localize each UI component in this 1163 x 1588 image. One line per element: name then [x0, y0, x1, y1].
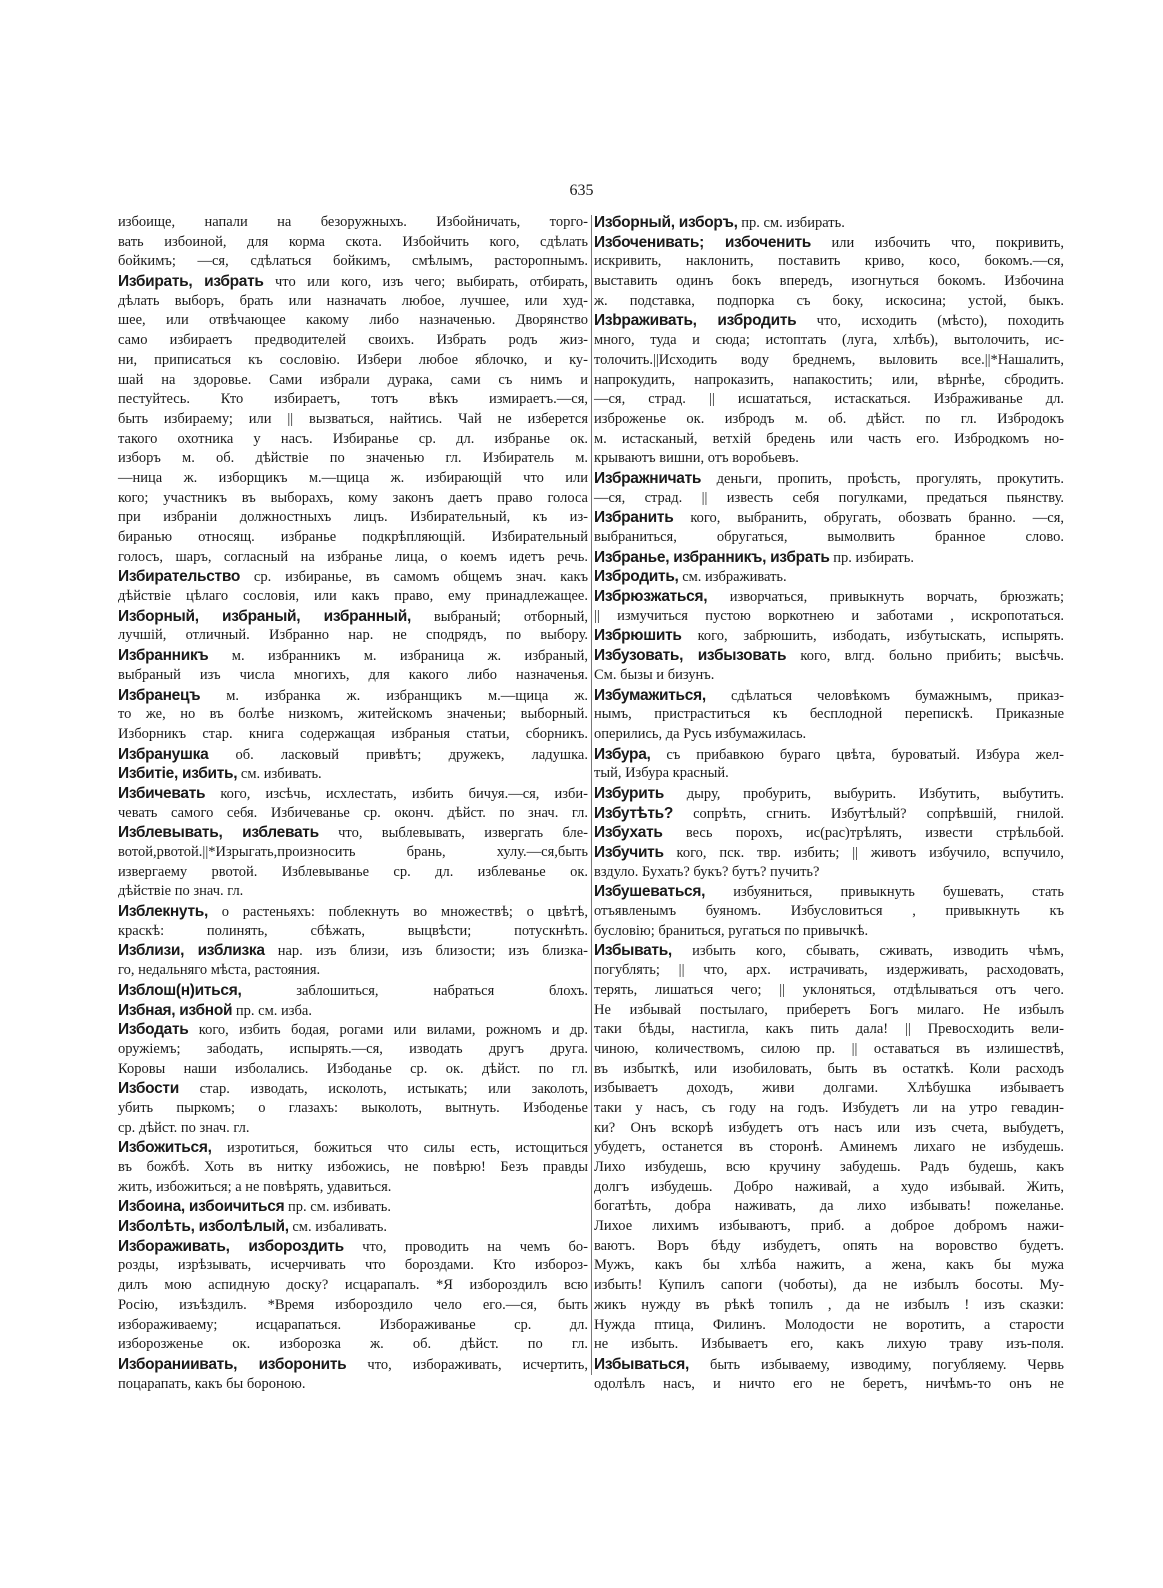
- text-line: [594, 804, 1064, 824]
- text-line: [118, 1355, 588, 1375]
- text-line: [594, 1079, 1064, 1099]
- definition-text: см. избраживать.: [678, 569, 787, 586]
- definition-text: го, недальняго мѣста, растояния.: [118, 962, 321, 979]
- text-line: [594, 607, 1064, 627]
- definition-text: изборозженье ок. изборозка ж. об. дѣйст. по гл.: [118, 1336, 588, 1353]
- definition-text: кого, избить бодая, рогами или вилами, рожномъ и др.: [188, 1022, 588, 1039]
- text-line: [594, 430, 1064, 450]
- definition-text: быть избываему, изводиму, погубляему. Червь: [689, 1356, 1064, 1373]
- definition-text: таки бѣды, настигла, какъ пить дала! || Превосходить вели-: [594, 1021, 1064, 1038]
- definition-text: Росію, изъѣздилъ. *Время избороздило чело его.—ся, быть: [118, 1296, 588, 1313]
- definition-text: пестуйтесь. Кто избираетъ, тотъ вѣкъ измираетъ.—ся,: [118, 391, 588, 408]
- definition-text: заблошиться, набраться блохъ.: [241, 982, 588, 999]
- definition-text: чевать самого себя. Избичеванье ср. оконч. дѣйст. по знач. гл.: [118, 804, 588, 821]
- column-divider: [591, 215, 592, 1375]
- text-line: [594, 390, 1064, 410]
- definition-text: краскѣ: полинять, сбѣжать, выцвѣсти; потускнѣть.: [118, 922, 588, 939]
- left-column: [118, 213, 588, 1394]
- headword: Избичевать: [118, 784, 206, 802]
- text-line: [118, 1335, 588, 1355]
- headword: Избрюзжаться,: [594, 588, 708, 606]
- text-line: [594, 1375, 1064, 1395]
- definition-text: само избираетъ предводителей своихъ. Избрать родъ жиз-: [118, 332, 588, 349]
- definition-text: выбраниться, обругаться, вымолвить бранное слово.: [594, 529, 1064, 545]
- definition-text: избыть кого, сбывать, сживать, изводить чѣмъ,: [671, 943, 1064, 960]
- text-line: [118, 390, 588, 410]
- text-line: [594, 410, 1064, 430]
- definition-text: —ся, страд. || известь себя погулками, предаться пьянству.: [594, 489, 1064, 506]
- text-line: [594, 371, 1064, 391]
- text-line: [118, 1256, 588, 1276]
- text-line: [118, 784, 588, 804]
- text-line: [118, 1099, 588, 1119]
- text-line: [118, 528, 588, 548]
- definition-text: Лихое лихимъ избываютъ, приб. а доброе добромъ нажи-: [594, 1218, 1064, 1235]
- definition-text: терять, лишаться чего; || уклоняться, отдѣлываться отъ чего.: [594, 981, 1064, 998]
- text-line: [594, 1001, 1064, 1021]
- definition-text: выбраный изъ числа многихъ, для какого либо назначенья.: [118, 666, 588, 683]
- text-line: [594, 1138, 1064, 1158]
- text-line: [594, 1256, 1064, 1276]
- text-line: [594, 331, 1064, 351]
- definition-text: избыть! Купилъ сапоги (чоботы), да не избылъ босоты. Му-: [594, 1277, 1064, 1294]
- text-line: [118, 843, 588, 863]
- definition-text: дѣйствіе цѣлаго сословія, или какъ право, ему принадлежащее.: [118, 588, 588, 605]
- definition-text: не избыть. Избываетъ его, какъ лихую траву изъ-поля.: [594, 1336, 1064, 1353]
- definition-text: богатѣть, добра наживать, да лихо избывать! пожеланье.: [594, 1198, 1064, 1215]
- definition-text: искривить, наклонить, поставить криво, косо, бокомъ.—ся,: [594, 253, 1064, 270]
- text-line: [594, 449, 1064, 469]
- text-line: [594, 646, 1064, 666]
- text-line: [594, 902, 1064, 922]
- definition-text: изротиться, божиться что силы есть, истощиться: [211, 1140, 588, 1157]
- definition-text: весь порохъ, ис(рас)трѣлять, извести стрѣльбой.: [662, 825, 1064, 842]
- headword: Изболѣть, изболѣлый,: [118, 1218, 289, 1236]
- headword: Избранецъ: [118, 686, 201, 704]
- definition-text: нымъ, пристраститься къ бесплодной перепискѣ. Приказные: [594, 706, 1064, 723]
- definition-text: жить, избожиться; а не повѣрять, удавиться.: [118, 1178, 392, 1195]
- text-line: [594, 1316, 1064, 1336]
- text-line: [118, 351, 588, 371]
- definition-text: дѣлать выборъ, брать или назначать любое, лучшее, или худ-: [118, 292, 588, 309]
- definition-text: —ся, страд. || исшататься, истаскаться. Избраживанье дл.: [594, 391, 1064, 408]
- definition-text: быть избираему; или || вызваться, найтись. Чай не изберется: [118, 410, 588, 427]
- text-line: [594, 252, 1064, 272]
- text-line: [594, 823, 1064, 843]
- headword: Изблизи, изблизка: [118, 942, 265, 960]
- definition-text: что, выблевывать, извергать бле-: [318, 825, 588, 842]
- text-line: [118, 371, 588, 391]
- text-line: [118, 981, 588, 1001]
- definition-text: бусловію; браниться, ругаться по привычкѣ.: [594, 922, 869, 939]
- text-line: [594, 469, 1064, 489]
- definition-text: Не избывай постылаго, приберетъ Богъ милаго. Не избылъ: [594, 1001, 1064, 1018]
- definition-text: м. избранникъ м. избраница ж. избраный,: [208, 648, 588, 665]
- text-line: [594, 1276, 1064, 1296]
- text-line: [118, 1079, 588, 1099]
- definition-text: толочить.||Исходить воду бреднемъ, выловить все.||*Нашалить,: [594, 351, 1064, 368]
- headword: Избная, избной: [118, 1001, 233, 1019]
- definition-text: что, избораживать, исчертить,: [346, 1356, 589, 1373]
- definition-text: избуяниться, привыкнуть бушевать, стать: [705, 884, 1064, 901]
- text-line: [594, 1355, 1064, 1375]
- definition-text: розды, изрѣзывать, исчерчивать что бороздами. Кто избороз-: [118, 1257, 588, 1274]
- definition-text: см. избаливать.: [288, 1219, 387, 1236]
- definition-text: избываетъ доходъ, живи долгами. Хлѣбушка избываетъ: [594, 1080, 1064, 1097]
- text-line: [594, 725, 1064, 745]
- text-line: [118, 1237, 588, 1257]
- definition-text: пр. избирать.: [829, 549, 915, 566]
- definition-text: ваютъ. Воръ бѣду избудетъ, опять на воровство будетъ.: [594, 1237, 1064, 1254]
- headword: Избораниивать, изборонить: [118, 1355, 347, 1373]
- text-line: [594, 272, 1064, 292]
- text-line: [118, 587, 588, 607]
- headword: Избранникъ: [118, 647, 209, 665]
- definition-text: изборъ м. об. дѣйствіе по значенью гл. Избиратель м.: [118, 450, 588, 467]
- headword: Избранить: [594, 509, 674, 527]
- text-line: [118, 725, 588, 745]
- headword: Изблевывать, изблевать: [118, 824, 319, 842]
- text-line: [594, 745, 1064, 765]
- text-line: [118, 489, 588, 509]
- text-line: [118, 1040, 588, 1060]
- text-line: [118, 272, 588, 292]
- text-line: [118, 1001, 588, 1021]
- text-line: [118, 508, 588, 528]
- definition-text: шай на здоровье. Сами избрали дурака, сами съ нимъ и: [118, 371, 588, 388]
- headword: Избродить,: [594, 568, 679, 586]
- text-line: [594, 233, 1064, 253]
- text-line: [118, 646, 588, 666]
- definition-text: отъявленымъ буяномъ. Избусловиться , привыкнуть къ: [594, 903, 1064, 920]
- text-line: [594, 548, 1064, 568]
- definition-text: что, исходить (мѣсто), походить: [796, 313, 1064, 330]
- text-line: [594, 1178, 1064, 1198]
- text-line: [594, 1119, 1064, 1139]
- definition-text: долгъ избудешь. Добро наживай, а худо избывай. Жить,: [594, 1178, 1064, 1195]
- headword: Избодать: [118, 1021, 189, 1039]
- definition-text: шее, или отвѣчающее какому либо назначенью. Дворянство: [118, 312, 588, 329]
- text-line: [118, 1316, 588, 1336]
- text-line: [594, 1217, 1064, 1237]
- definition-text: см. избивать.: [237, 766, 322, 783]
- headword: Изборный, избраный, избранный,: [118, 607, 411, 625]
- text-line: [118, 1217, 588, 1237]
- headword: Избранье, избранникъ, избрать: [594, 548, 830, 566]
- text-line: [118, 922, 588, 942]
- definition-text: тый, Избура красный.: [594, 765, 729, 782]
- text-line: [118, 233, 588, 253]
- text-line: [118, 1375, 588, 1395]
- text-line: [118, 430, 588, 450]
- text-line: [594, 528, 1064, 548]
- definition-text: ж. подставка, подпорка съ боку, искосина; устой, быкъ.: [594, 292, 1064, 309]
- definition-text: или избочить что, покривить,: [810, 234, 1064, 251]
- definition-text: ки? Онъ вскорѣ избудетъ отъ насъ или изъ счета, выбудетъ,: [594, 1119, 1064, 1136]
- text-line: [594, 1020, 1064, 1040]
- text-line: [594, 686, 1064, 706]
- definition-text: дѣйствіе по знач. гл.: [118, 883, 244, 900]
- definition-text: въ божбѣ. Хоть въ нитку избожись, не повѣрю! Безъ правды: [118, 1159, 588, 1175]
- headword: Избываться,: [594, 1355, 690, 1373]
- definition-text: сопрѣть, сгнить. Избутѣлый? сопрѣвшій, гнилой.: [673, 805, 1064, 822]
- headword: Избоченивать; избоченить: [594, 233, 811, 251]
- definition-text: м. истасканый, ветхій бредень или часть его. Избродкомъ но-: [594, 430, 1064, 447]
- text-line: [118, 213, 588, 233]
- headword: Избоина, избоичиться: [118, 1198, 285, 1216]
- headword: Избура,: [594, 745, 651, 763]
- text-line: [594, 1197, 1064, 1217]
- text-line: [118, 705, 588, 725]
- definition-text: изворчаться, привыкнуть ворчать, брюзжать;: [707, 589, 1064, 606]
- definition-text: оружіемъ; забодать, испырять.—ся, изводать другъ друга.: [118, 1040, 588, 1057]
- right-column: [594, 213, 1064, 1394]
- text-line: [594, 508, 1064, 528]
- text-line: [594, 587, 1064, 607]
- definition-text: кого, забрюшить, избодать, избутыскать, испырять.: [681, 628, 1064, 645]
- headword: Избирать, избрать: [118, 273, 264, 291]
- text-line: [594, 666, 1064, 686]
- definition-text: убудетъ, останется въ сторонѣ. Аминемъ лихаго не избудешь.: [594, 1139, 1064, 1156]
- definition-text: убить пыркомъ; о глазахъ: выколоть, вытнуть. Избоденье: [118, 1099, 588, 1116]
- headword: Избитіе, избить,: [118, 765, 238, 783]
- definition-text: чиною, количествомъ, силою пр. || оставаться въ излишествѣ,: [594, 1040, 1064, 1057]
- definition-text: выставить одинъ бокъ впередъ, изогнуться бокомъ. Избочина: [594, 273, 1064, 290]
- definition-text: голосъ, шаръ, согласный на избранье лица, о коемъ идетъ речь.: [118, 548, 588, 565]
- headword: Избирательство: [118, 568, 241, 586]
- definition-text: вотой,рвотой.||*Изрыгать,произносить брань, хулу.—ся,быть: [118, 844, 588, 860]
- text-line: [118, 686, 588, 706]
- text-line: [118, 1020, 588, 1040]
- definition-text: кого, выбранить, обругать, обозвать бранно. —ся,: [673, 510, 1064, 527]
- text-line: [118, 331, 588, 351]
- definition-text: кого; участникъ въ выборахъ, кому законъ даетъ право голоса: [118, 489, 588, 506]
- headword: Избрюшить: [594, 627, 682, 645]
- text-line: [594, 764, 1064, 784]
- definition-text: крываютъ вишни, отъ воробьевъ.: [594, 450, 799, 467]
- definition-text: деньги, пропить, проѣсть, прогулять, прокутить.: [701, 470, 1064, 487]
- text-line: [594, 1335, 1064, 1355]
- text-line: [118, 469, 588, 489]
- definition-text: —ница ж. изборщикъ м.—щица ж. избирающій что или: [118, 469, 588, 486]
- definition-text: об. ласковый привѣтъ; дружекъ, ладушка.: [208, 746, 588, 763]
- definition-text: Мужъ, какъ бы хлѣба нажить, а жена, какъ бы мужа: [594, 1257, 1064, 1274]
- text-line: [118, 1119, 588, 1139]
- definition-text: ср. дѣйст. по знач. гл.: [118, 1119, 250, 1136]
- headword: Изблош(н)иться,: [118, 981, 242, 999]
- definition-text: ср. избиранье, въ самомъ общемъ знач. какъ: [240, 569, 588, 586]
- definition-text: что или кого, изъ чего; выбирать, отбирать,: [263, 274, 588, 291]
- text-line: [594, 843, 1064, 863]
- definition-text: погублять; || что, арх. истрачивать, издерживать, расходовать,: [594, 962, 1064, 979]
- text-line: [118, 626, 588, 646]
- definition-text: пр. см. избивать.: [284, 1199, 392, 1216]
- headword: Избутѣть?: [594, 804, 674, 822]
- text-line: [594, 1237, 1064, 1257]
- definition-text: пр. см. изба.: [232, 1002, 312, 1019]
- definition-text: кого, пск. твр. избить; || животъ избучило, вспучило,: [663, 845, 1064, 861]
- definition-text: изброженье ок. избродъ м. об. дѣйст. по гл. Избродокъ: [594, 410, 1064, 427]
- headword: Избости: [118, 1080, 179, 1098]
- definition-text: вать избоиной, для корма скота. Избойчить кого, сдѣлать: [118, 233, 588, 250]
- definition-text: таки у насъ, съ году на годъ. Избудетъ ли на утро гевадин-: [594, 1099, 1064, 1116]
- text-line: [594, 705, 1064, 725]
- definition-text: пр. см. избирать.: [737, 215, 845, 231]
- text-line: [594, 784, 1064, 804]
- definition-text: о растеньяхъ: поблекнуть во множествѣ; о цвѣтѣ,: [207, 904, 588, 921]
- definition-text: бойкимъ; —ся, сдѣлаться бойкимъ, смѣлымъ, расторопнымъ.: [118, 253, 588, 270]
- text-line: [118, 292, 588, 312]
- headword: Изборный, изборъ,: [594, 214, 738, 231]
- definition-text: оперились, да Русь избумажилась.: [594, 725, 807, 742]
- headword: Избожиться,: [118, 1139, 212, 1157]
- definition-text: избоище, напали на безоружныхъ. Избойничать, торго-: [118, 214, 588, 230]
- text-line: [594, 922, 1064, 942]
- text-line: [118, 745, 588, 765]
- definition-text: || измучиться пустою воркотнею и заботами , искропотаться.: [594, 607, 1064, 624]
- text-line: [594, 981, 1064, 1001]
- definition-text: Лихо избудешь, всю кручину забудешь. Радъ будешь, какъ: [594, 1159, 1064, 1175]
- definition-text: много, туда и сюда; истоптать (луга, хлѣбъ), вытолочить, ис-: [594, 332, 1064, 349]
- text-line: [118, 1060, 588, 1080]
- definition-text: въ избыткѣ, или изобиловать, быть въ остаткѣ. Коли расходъ: [594, 1060, 1064, 1077]
- definition-text: дилъ мою аспидную доску? исцарапалъ. *Я избороздилъ всю: [118, 1277, 588, 1294]
- text-line: [594, 1296, 1064, 1316]
- definition-text: Коровы наши изболались. Избоданье ср. ок. дѣйст. по гл.: [118, 1060, 588, 1077]
- text-line: [594, 292, 1064, 312]
- text-line: [118, 863, 588, 883]
- definition-text: вздуло. Бухать? букъ? бутъ? пучить?: [594, 863, 820, 880]
- definition-text: поцарапать, какъ бы бороною.: [118, 1375, 306, 1392]
- headword: Избурить: [594, 784, 664, 802]
- text-line: [118, 1158, 588, 1178]
- text-line: [594, 882, 1064, 902]
- text-line: [118, 804, 588, 824]
- definition-text: напрокудить, напроказить, напакостить; или, вѣрнѣе, сбродить.: [594, 371, 1064, 388]
- text-line: [118, 607, 588, 627]
- definition-text: такого охотника у насъ. Избиранье ср. дл. избранье ок.: [118, 430, 588, 447]
- text-line: [594, 311, 1064, 331]
- definition-text: выбраный; отборный,: [410, 608, 588, 625]
- text-line: [118, 252, 588, 272]
- text-line: [594, 1099, 1064, 1119]
- definition-text: извергаему рвотой. Изблевыванье ср. дл. изблеванье ок.: [118, 863, 588, 880]
- definition-text: Изборникъ стар. книга содержащая избраныя статьи, сборникъ.: [118, 725, 588, 742]
- headword: Избораживать, избороздить: [118, 1237, 344, 1255]
- definition-text: сдѣлаться человѣкомъ бумажнымъ, приказ-: [705, 687, 1064, 704]
- text-line: [594, 941, 1064, 961]
- headword: Избумажиться,: [594, 686, 706, 704]
- text-line: [594, 351, 1064, 371]
- text-line: [594, 489, 1064, 509]
- headword: Изблекнуть,: [118, 903, 208, 921]
- definition-text: избораживаему; исцарапаться. Избораживанье ср. дл.: [118, 1316, 588, 1333]
- text-line: [118, 1197, 588, 1217]
- definition-text: дыру, пробурить, выбурить. Избутить, выбутить.: [663, 785, 1064, 802]
- definition-text: нар. изъ близи, изъ близости; изъ близка-: [264, 943, 588, 960]
- definition-text: См. бызы и бизунъ.: [594, 666, 715, 683]
- text-line: [594, 1040, 1064, 1060]
- definition-text: стар. изводать, исколоть, истыкать; или заколоть,: [178, 1081, 588, 1098]
- text-line: [594, 1060, 1064, 1080]
- text-line: [594, 1158, 1064, 1178]
- text-line: [118, 449, 588, 469]
- text-line: [118, 961, 588, 981]
- text-line: [118, 311, 588, 331]
- headword: Избражничать: [594, 469, 702, 487]
- text-line: [594, 213, 1064, 233]
- definition-text: ни, приписаться къ сословію. Избери любое яблочко, и ку-: [118, 351, 588, 368]
- definition-text: Нужда птица, Филинъ. Молодости не воротить, а старости: [594, 1316, 1064, 1333]
- headword: Избранушка: [118, 745, 209, 763]
- headword: Изbраживать, избродить: [594, 312, 797, 330]
- text-line: [118, 548, 588, 568]
- definition-text: м. избранка ж. избранщикъ м.—щица ж.: [200, 687, 588, 704]
- page-number: 635: [569, 182, 594, 199]
- text-line: [118, 410, 588, 430]
- headword: Избухать: [594, 824, 663, 842]
- text-line: [594, 626, 1064, 646]
- definition-text: при избраніи должностныхъ лицъ. Избирательный, къ из-: [118, 509, 588, 526]
- definition-text: жикъ нужду въ рѣкѣ топилъ , да не избылъ ! изъ сказки:: [594, 1296, 1064, 1313]
- text-line: [118, 882, 588, 902]
- text-line: [118, 1276, 588, 1296]
- headword: Избушеваться,: [594, 883, 706, 901]
- definition-text: одолѣлъ насъ, и ничто его не беретъ, ничѣмъ-то онъ не: [594, 1375, 1064, 1392]
- text-line: [118, 1138, 588, 1158]
- definition-text: кого, изсѣчь, исхлестать, избить бичуя.—ся, изби-: [205, 785, 588, 802]
- definition-text: что, проводить на чемъ бо-: [343, 1238, 588, 1255]
- text-line: [118, 902, 588, 922]
- definition-text: съ прибавкою бураго цвѣта, буроватый. Избура жел-: [650, 746, 1064, 763]
- text-line: [594, 567, 1064, 587]
- text-line: [594, 863, 1064, 883]
- definition-text: то же, но въ болѣе низкомъ, житейскомъ значеньи; выборный.: [118, 706, 588, 723]
- definition-text: биранью относящ. избранье подкрѣпляющій. Избирательный: [118, 529, 588, 545]
- definition-text: лучшій, отличный. Избранно нар. не сподрядъ, по выбору.: [118, 627, 588, 644]
- text-line: [118, 941, 588, 961]
- text-line: [118, 764, 588, 784]
- text-line: [118, 567, 588, 587]
- text-line: [118, 1296, 588, 1316]
- text-line: [118, 1178, 588, 1198]
- text-line: [118, 823, 588, 843]
- text-line: [594, 961, 1064, 981]
- headword: Избучить: [594, 844, 664, 861]
- definition-text: кого, влгд. больно прибить; высѣчь.: [786, 648, 1064, 665]
- headword: Избывать,: [594, 942, 672, 960]
- headword: Избузовать, избызовать: [594, 647, 787, 665]
- text-line: [118, 666, 588, 686]
